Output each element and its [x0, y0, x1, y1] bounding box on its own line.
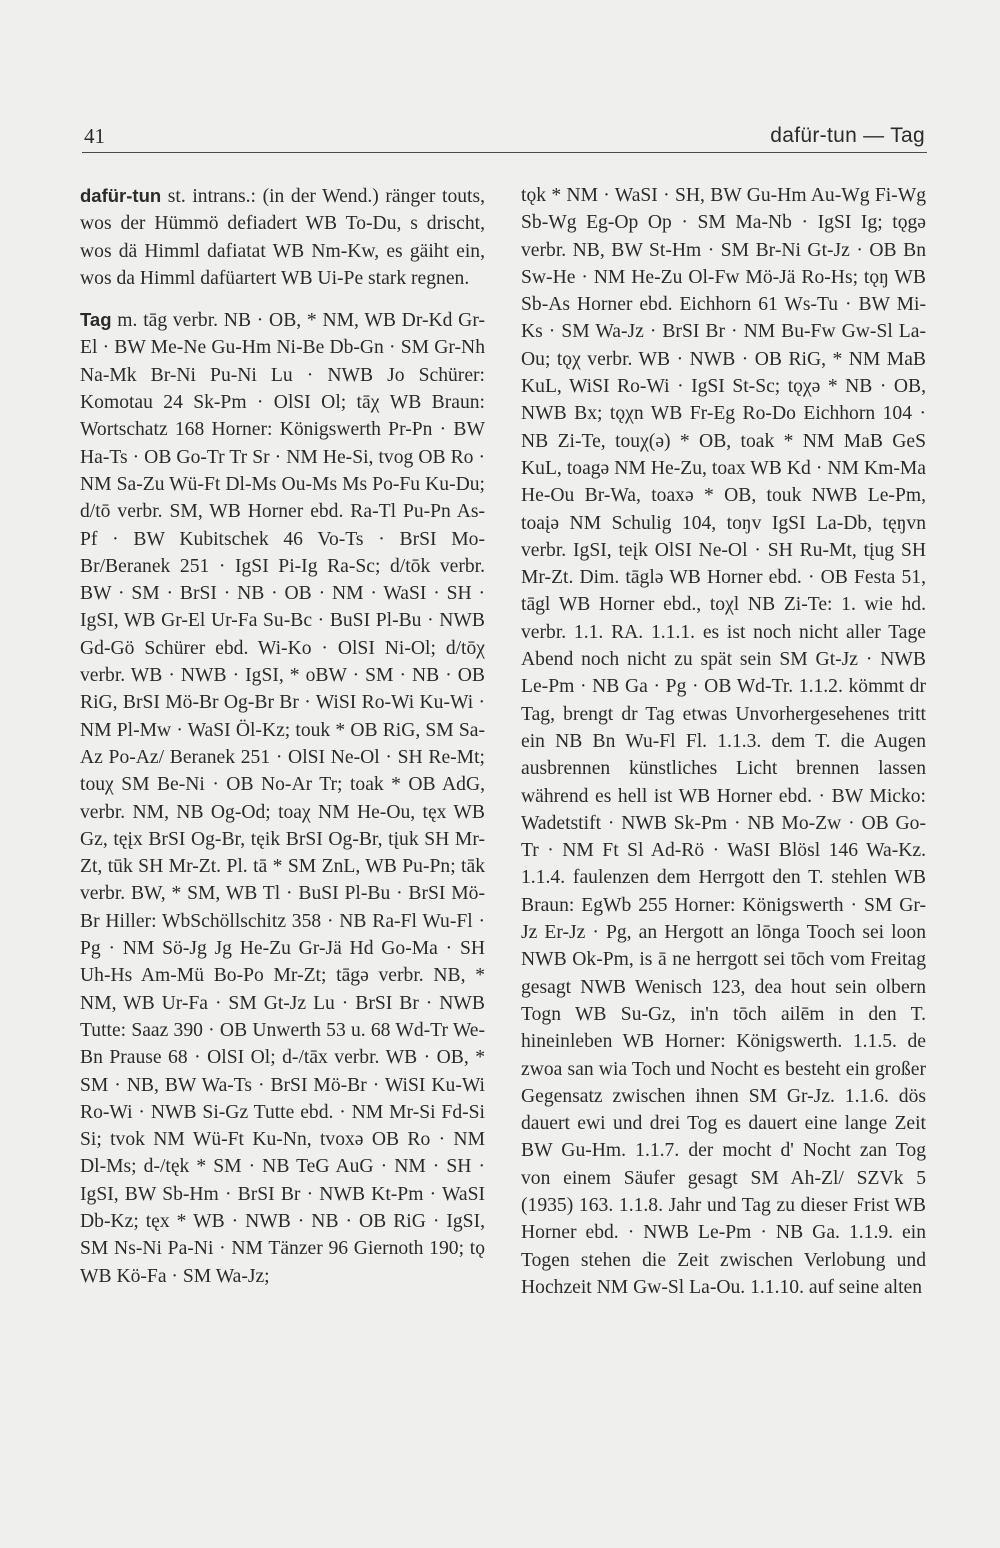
entry-tag-continued: [521, 182, 926, 1301]
entry-body: st. intrans.: (in der Wend.) ränger touts, wos der Hümmö defiadert WB To-Du, s drischt, wos dä Himml dafiatat WB Nm-Kw, es gäiht ein, wos da Himml dafüartert WB Ui-Pe stark regnen.: [80, 186, 486, 289]
entry-lemma: dafür-tun: [80, 185, 162, 206]
page-number: 41: [84, 124, 105, 148]
entry-body: tǫk * NM · WaSI · SH, BW Gu-Hm Au-Wg Fi-Wg Sb-Wg Eg-Op Op · SM Ma-Nb · IgSI Ig; tǫgə verbr. NB, BW St-Hm · SM Br-Ni Gt-Jz · OB Bn Sw-He · NM He-Zu Ol-Fw Mö-Jä Ro-Hs; tǫŋ WB Sb-As Horner ebd. Eichhorn 61 Ws-Tu · BW Mi-Ks · SM Wa-Jz · BrSI Br · NM Bu-Fw Gw-Sl La-Ou; tǫχ verbr. WB · NWB · OB RiG, * NM MaB KuL, WiSI Ro-Wi · IgSI St-Sc; tǫχə * NB · OB, NWB Bx; tǫχn WB Fr-Eg Ro-Do Eichhorn 104 · NB Zi-Te, touχ(ə) * OB, toak * NM MaB GeS KuL, toagə NM He-Zu, toax WB Kd · NM Km-Ma He-Ou Br-Wa, toaxə * OB, touk NWB Le-Pm, toaįə NM Schulig 104, toŋv IgSI La-Db, tęŋvn verbr. IgSI, teįk OlSI Ne-Ol · SH Ru-Mt, tįug SH Mr-Zt. Dim. tāglə WB Horner ebd. · OB Festa 51, tāgl WB Horner ebd., toχl NB Zi-Te: 1. wie hd. verbr. 1.1. RA. 1.1.1. es ist noch nicht aller Tage Abend noch nicht zu spät sein SM Gt-Jz · NWB Le-Pm · NB Ga · Pg · OB Wd-Tr. 1.1.2. kömmt dr Tag, brengt dr Tag etwas Unvorhergesehenes tritt ein NB Bn Wu-Fl Fl. 1.1.3. dem T. die Augen ausbrennen künstliches Licht brennen lassen während es hell ist WB Horner ebd. · BW Micko: Wadetstift · NWB Sk-Pm · NB Mo-Zw · OB Go-Tr · NM Ft Sl Ad-Rö · WaSI Blösl 146 Wa-Kz. 1.1.4. faulenzen dem Herrgott den T. stehlen WB Braun: EgWb 255 Horner: Königswerth · SM Gr-Jz Er-Jz · Pg, an Hergott an lōnga Tooch sei loon NWB Ok-Pm, is ā ne herrgott sei tōch vom Freitag gesagt NWB Wenisch 123, dea hout sein olbern Togn WB Su-Gz, in'n tōch ailēm in den T. hineinleben WB Horner: Königswerth. 1.1.5. de zwoa san wia Toch und Nocht es besteht ein großer Gegensatz zwischen ihnen SM Gr-Jz. 1.1.6. dös dauert ewi und drei Tog es dauert eine lange Zeit BW Gu-Hm. 1.1.7. der mocht d' Nocht zan Tog von einem Säufer gesagt SM Ah-Zl/ SZVk 5 (1935) 163. 1.1.8. Jahr und Tag zu dieser Frist WB Horner ebd. · NWB Le-Pm · NB Ga. 1.1.9. ein Togen stehen die Zeit zwischen Verlobung und Hochzeit NM Gw-Sl La-Ou. 1.1.10. auf seine alten: [521, 185, 926, 1298]
entry-lemma: Tag: [80, 309, 112, 331]
entry-body: m. tāg verbr. NB · OB, * NM, WB Dr-Kd Gr-El · BW Me-Ne Gu-Hm Ni-Be Db-Gn · SM Gr-Nh Na-Mk Br-Ni Pu-Ni Lu · NWB Jo Schürer: Komotau 24 Sk-Pm · OlSI Ol; tāχ WB Braun: Wortschatz 168 Horner: Königswerth Pr-Pn · BW Ha-Ts · OB Go-Tr Tr Sr · NM He-Si, tvog OB Ro · NM Sa-Zu Wü-Ft Dl-Ms Ou-Ms Ms Po-Fu Ku-Du; d/tō verbr. SM, WB Horner ebd. Ra-Tl Pu-Pn As-Pf · BW Kubitschek 46 Vo-Ts · BrSI Mo-Br/Beranek 251 · IgSI Pi-Ig Ra-Sc; d/tōk verbr. BW · SM · BrSI · NB · OB · NM · WaSI · SH · IgSI, WB Gr-El Ur-Fa Su-Bc · BuSI Pl-Bu · NWB Gd-Gö Schürer ebd. Wi-Ko · OlSI Ni-Ol; d/tōχ verbr. WB · NWB · IgSI, * oBW · SM · NB · OB RiG, BrSI Mö-Br Og-Br Br · WiSI Ro-Wi Ku-Wi · NM Pl-Mw · WaSI Öl-Kz; touk * OB RiG, SM Sa-Az Po-Az/ Beranek 251 · OlSI Ne-Ol · SH Re-Mt; touχ SM Be-Ni · OB No-Ar Tr; toak * OB AdG, verbr. NM, NB Og-Od; toaχ NM He-Ou, tęx WB Gz, tęįx BrSI Og-Br, tęik BrSI Og-Br, tįuk SH Mr-Zt, tūk SH Mr-Zt. Pl. tā * SM ZnL, WB Pu-Pn; tāk verbr. BW, * SM, WB Tl · BuSI Pl-Bu · BrSI Mö-Br Hiller: WbSchöllschitz 358 · NB Ra-Fl Wu-Fl · Pg · NM Sö-Jg Jg He-Zu Gr-Jä Hd Go-Ma · SH Uh-Hs Am-Mü Bo-Po Mr-Zt; tāgə verbr. NB, * NM, WB Ur-Fa · SM Gt-Jz Lu · BrSI Br · NWB Tutte: Saaz 390 · OB Unwerth 53 u. 68 Wd-Tr We-Bn Prause 68 · OlSI Ol; d-/tāx verbr. WB · OB, * SM · NB, BW Wa-Ts · BrSI Mö-Br · WiSI Ku-Wi Ro-Wi · NWB Si-Gz Tutte ebd. · NM Mr-Si Fd-Si Si; tvok NM Wü-Ft Ku-Nn, tvoxə OB Ro · NM Dl-Ms; d-/tęk * SM · NB TeG AuG · NM · SH · IgSI, BW Sb-Hm · BrSI Br · NWB Kt-Pm · WaSI Db-Kz; tęx * WB · NWB · NB · OB RiG · IgSI, SM Ns-Ni Pa-Ni · NM Tänzer 96 Giernoth 190; tǫ WB Kö-Fa · SM Wa-Jz;: [80, 310, 485, 1287]
running-header: [82, 122, 927, 153]
left-column: [80, 182, 485, 1290]
entry-dafuer-tun: [80, 182, 485, 292]
running-head: dafür-tun — Tag: [770, 124, 925, 147]
right-column: [521, 182, 926, 1301]
entry-tag: [80, 306, 485, 1290]
